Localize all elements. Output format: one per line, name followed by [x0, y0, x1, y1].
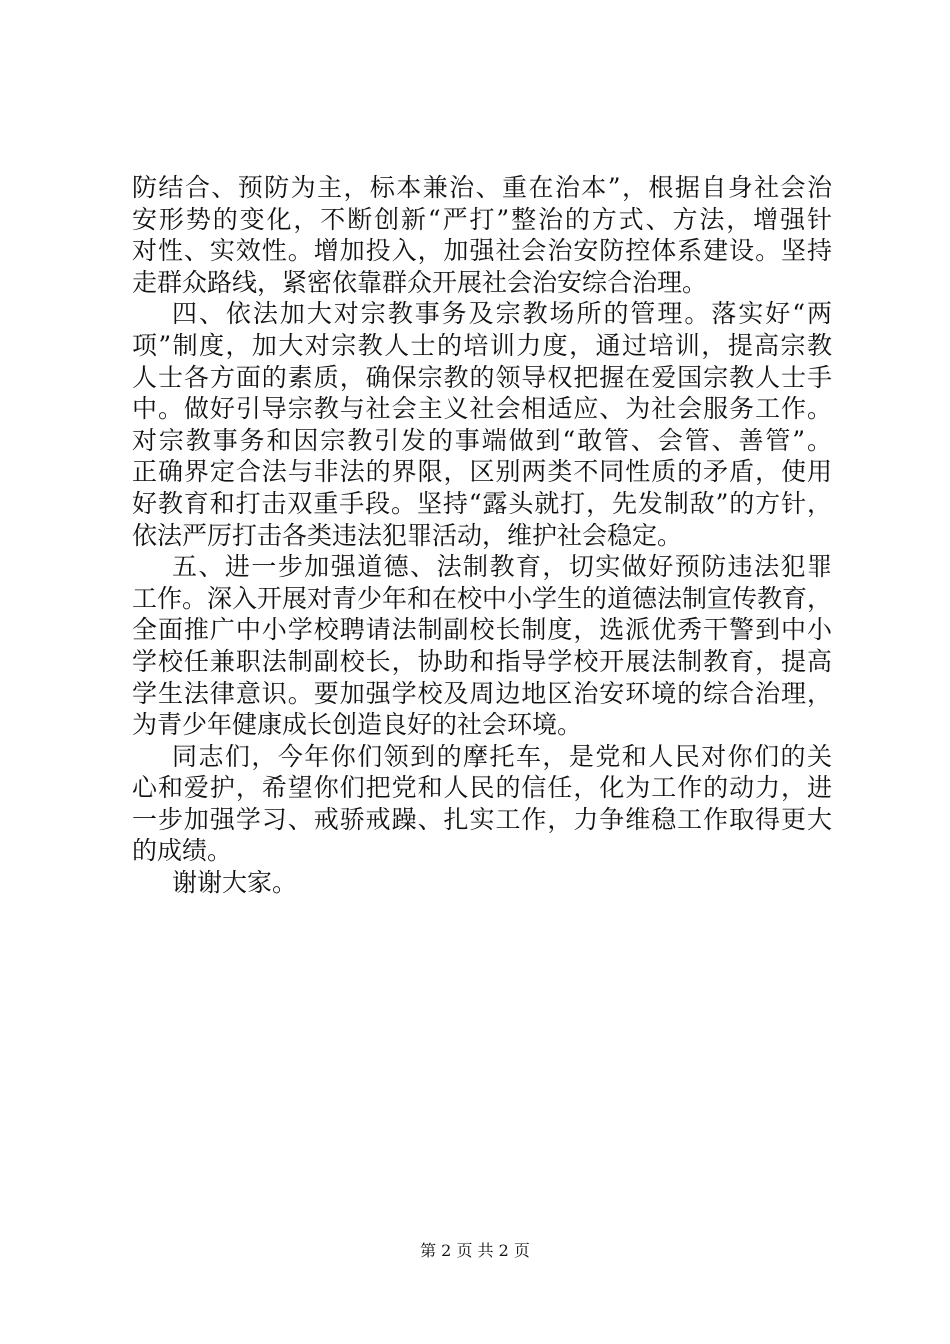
text-line: 对宗教事务和因宗教引发的事端做到“敢管、会管、善管”。	[132, 425, 832, 455]
text-line: 同志们，今年你们领到的摩托车，是党和人民对你们的关	[172, 741, 832, 771]
text-line: 工作。深入开展对青少年和在校中小学生的道德法制宣传教育，	[132, 583, 833, 613]
text-line: 谢谢大家。	[172, 868, 298, 898]
text-line: 中。做好引导宗教与社会主义社会相适应、为社会服务工作。	[132, 394, 832, 424]
document-body	[132, 172, 832, 899]
text-line: 一步加强学习、戒骄戒躁、扎实工作，力争维稳工作取得更大	[132, 804, 832, 834]
text-line: 人士各方面的素质，确保宗教的领导权把握在爱国宗教人士手	[132, 362, 832, 392]
text-line: 五、进一步加强道德、法制教育，切实做好预防违法犯罪	[172, 552, 832, 582]
text-line: 走群众路线，紧密依靠群众开展社会治安综合治理。	[132, 267, 708, 297]
text-line: 为青少年健康成长创造良好的社会环境。	[132, 710, 583, 740]
text-line: 正确界定合法与非法的界限，区别两类不同性质的矛盾，使用	[132, 457, 832, 487]
page-number-footer: 第 2 页 共 2 页	[420, 1241, 530, 1260]
text-line: 心和爱护，希望你们把党和人民的信任，化为工作的动力，进	[132, 773, 832, 803]
text-line: 防结合、预防为主，标本兼治、重在治本”，根据自身社会治	[132, 173, 832, 202]
text-line: 好教育和打击双重手段。坚持“露头就打，先发制敌”的方针，	[132, 488, 832, 518]
text-line: 的成绩。	[132, 836, 233, 866]
text-line: 对性、实效性。增加投入，加强社会治安防控体系建设。坚持	[132, 236, 832, 266]
text-line: 安形势的变化，不断创新“严打”整治的方式、方法，增强针	[132, 204, 832, 234]
text-line: 依法严厉打击各类违法犯罪活动，维护社会稳定。	[132, 520, 683, 550]
text-line: 学生法律意识。要加强学校及周边地区治安环境的综合治理，	[132, 678, 832, 708]
text-line: 四、依法加大对宗教事务及宗教场所的管理。落实好“两	[172, 299, 832, 329]
text-line: 项”制度，加大对宗教人士的培训力度，通过培训，提高宗教	[132, 330, 832, 360]
text-line: 全面推广中小学校聘请法制副校长制度，选派优秀干警到中小	[132, 615, 832, 645]
text-line: 学校任兼职法制副校长，协助和指导学校开展法制教育，提高	[132, 646, 832, 676]
